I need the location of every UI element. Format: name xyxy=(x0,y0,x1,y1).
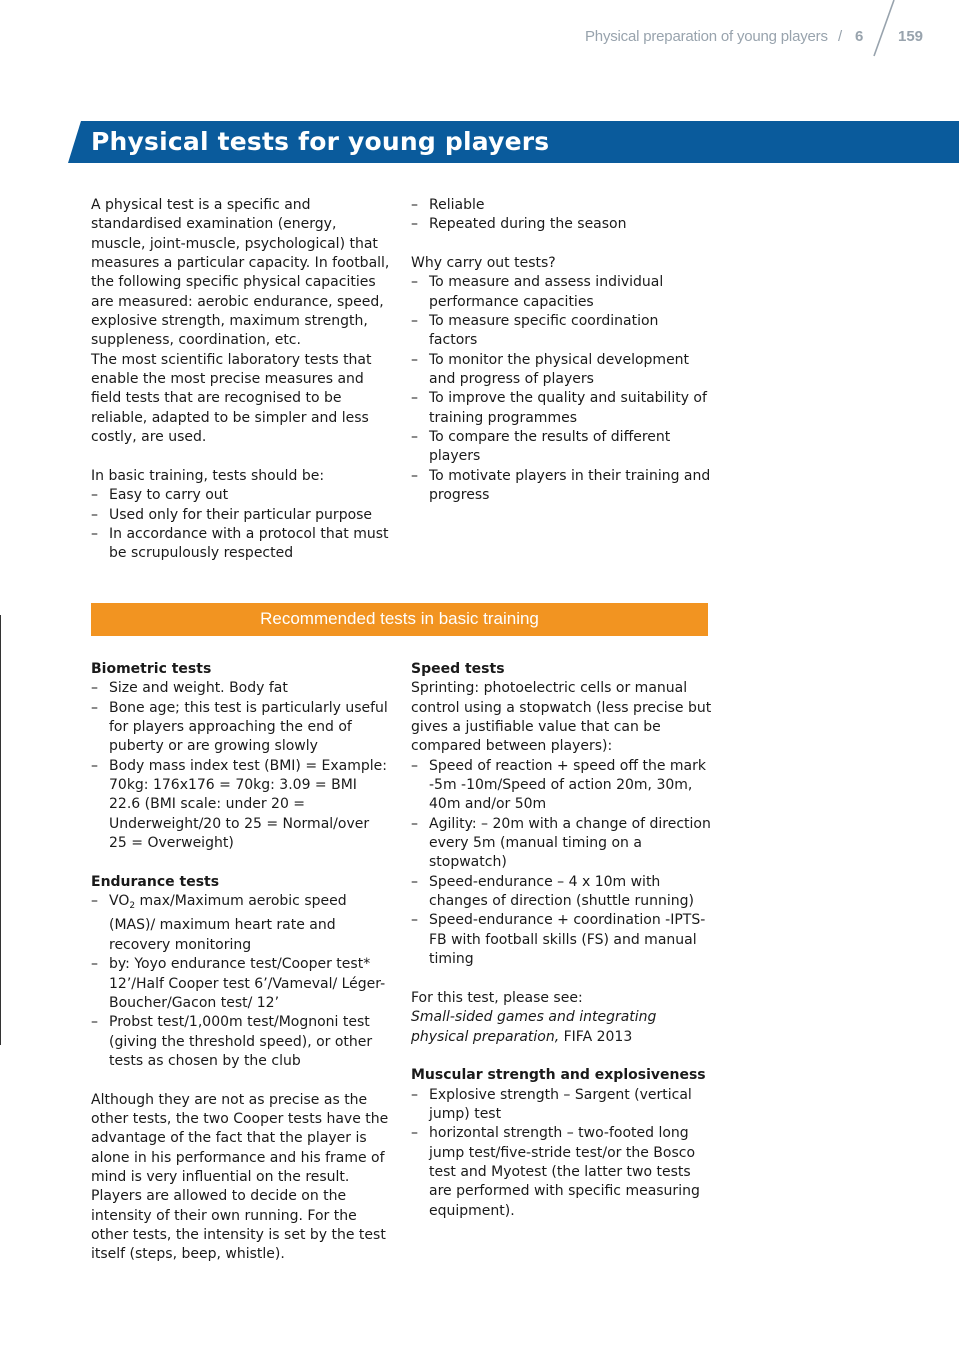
intro-left-column xyxy=(91,196,391,564)
header-slash-graphic xyxy=(868,0,898,58)
speed-reference xyxy=(411,1008,716,1047)
why-list xyxy=(411,273,711,505)
list-item: – Probst test/1,000m test/Mognoni test (giving the threshold speed), or other tests as chosen by the club xyxy=(91,1014,373,1069)
list-item: – by: Yoyo endurance test/Cooper test* 12’/Half Cooper test 6’/Vameval/ Léger-Boucher/Gacon test/ 12’ xyxy=(91,956,386,1011)
list-item: – To measure specific coordination factors xyxy=(411,313,659,349)
list-item: – horizontal strength – two-footed long jump test/five-stride test/or the Bosco test and Myotest (the latter two tests are performed with specific measuring equipment). xyxy=(411,1125,700,1219)
endurance-heading: Endurance tests xyxy=(91,873,220,890)
list-item: – Repeated during the season xyxy=(411,216,627,233)
list-item: – Reliable xyxy=(411,197,485,213)
list-item: – Explosive strength – Sargent (vertical jump) test xyxy=(411,1086,692,1122)
speed-intro: Sprinting: photoelectric cells or manual control using a stopwatch (less precise but gives a justifiable value that can be compared between players): xyxy=(411,680,712,755)
endurance-paragraph: Although they are not as precise as the other tests, the two Cooper tests have the advantage of the fact that the player is alone in his performance and his frame of mind is very influential on the result. Players are allowed to decide on the intensity of their own running. For the other tests, the intensity is set by the test itself (steps, beep, whistle). xyxy=(91,1091,389,1263)
biometric-list xyxy=(91,679,391,853)
list-item: – Bone age; this test is particularly useful for players approaching the end of puberty or are growing slowly xyxy=(91,699,388,755)
list-item: – To compare the results of different players xyxy=(411,429,671,465)
intro-paragraph-2: The most scientific laboratory tests that enable the most precise measures and field tests that are recognised to be reliable, adapted to be simpler and less costly, are used. xyxy=(91,351,372,446)
list-item: – In accordance with a protocol that must be scrupulously respected xyxy=(91,525,389,562)
running-header xyxy=(0,0,959,70)
list-item: – To measure and assess individual performance capacities xyxy=(411,274,664,310)
page-number: 159 xyxy=(898,28,924,45)
margin-rule xyxy=(0,615,1,1045)
reference-title: Small-sided games and integrating physical preparation, xyxy=(411,1009,657,1045)
reference-publisher: FIFA 2013 xyxy=(559,1028,633,1045)
page-title: Physical tests for young players xyxy=(91,127,550,156)
list-item: – To improve the quality and suitability of training programmes xyxy=(411,390,707,426)
list-item: – Easy to carry out xyxy=(91,487,229,504)
tests-left-column xyxy=(91,660,391,1265)
list-item: – Used only for their particular purpose xyxy=(91,506,373,523)
list-item: – To monitor the physical development and progress of players xyxy=(411,351,690,388)
endurance-list xyxy=(91,892,391,1071)
basic-training-list-continued xyxy=(411,196,711,235)
list-item: – Speed-endurance + coordination -IPTS-FB with football skills (FS) and manual timing xyxy=(411,912,706,968)
header-chapter-number: 6 xyxy=(855,28,864,45)
header-separator: / xyxy=(838,28,843,45)
tests-right-column xyxy=(411,660,716,1221)
intro-paragraph-1: A physical test is a specific and standardised examination (energy, muscle, joint-muscle, psychological) that measures a particular capacity. In football, the following specific physical capacities are measured: aerobic endurance, speed, explosive strength, maximum strength, suppleness, coordination, etc. xyxy=(91,197,390,349)
list-item: – To motivate players in their training and progress xyxy=(411,467,711,504)
biometric-heading: Biometric tests xyxy=(91,661,212,677)
speed-heading: Speed tests xyxy=(411,661,505,677)
header-section-title: Physical preparation of young players xyxy=(585,28,828,45)
muscular-list xyxy=(411,1086,716,1221)
basic-training-heading: In basic training, tests should be: xyxy=(91,467,325,484)
speed-see-label: For this test, please see: xyxy=(411,989,583,1006)
intro-right-column xyxy=(411,196,711,506)
muscular-heading: Muscular strength and explosiveness xyxy=(411,1067,706,1084)
list-item: – Speed of reaction + speed off the mark -5m -10m/Speed of action 20m, 30m, 40m and/or 50m xyxy=(411,757,706,813)
list-item: – $VO_2$ max/Maximum aerobic speed (MAS)/ maximum heart rate and recovery monitoring xyxy=(91,893,347,953)
list-item: – Speed-endurance – 4 x 10m with changes of direction (shuttle running) xyxy=(411,873,694,910)
basic-training-list xyxy=(91,486,391,563)
list-item: – Body mass index test (BMI) = Example: 70kg: 176x176 = 70kg: 3.09 = BMI 22.6 (BMI scale: under 20 = Underweight/20 to 25 = Normal/over 25 = Overweight) xyxy=(91,757,387,852)
why-heading: Why carry out tests? xyxy=(411,255,556,272)
list-item: – Size and weight. Body fat xyxy=(91,680,288,697)
speed-list xyxy=(411,757,716,970)
list-item: – Agility: – 20m with a change of direction every 5m (manual timing on a stopwatch) xyxy=(411,815,711,871)
recommended-tests-banner-text: Recommended tests in basic training xyxy=(260,609,539,628)
